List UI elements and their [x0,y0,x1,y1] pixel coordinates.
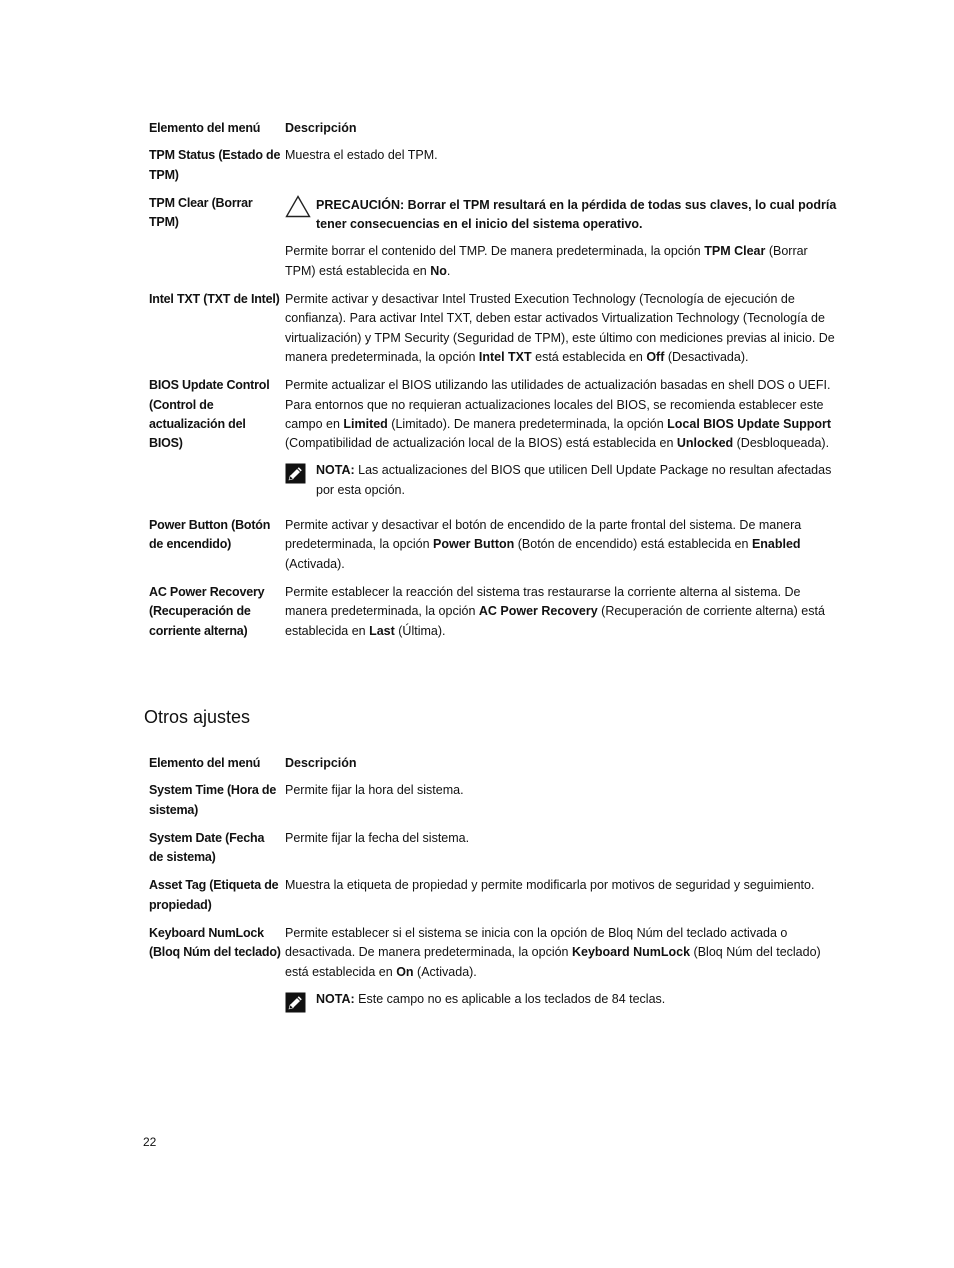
description-paragraph [285,376,839,453]
menu-item-description: Permite fijar la fecha del sistema. [285,830,470,845]
table-header-row [149,754,839,773]
note-pencil-icon [285,461,316,500]
option-name: Keyboard NumLock [571,945,691,960]
menu-item-label: BIOS Update Control (Control de actualización del BIOS) [149,378,270,451]
table-row [149,876,839,915]
menu-item-label: System Date (Fecha de sistema) [149,830,265,865]
option-name: Power Button [433,537,515,552]
table-row [149,376,839,500]
text-run: está establecida en [531,349,647,364]
note-pencil-icon [285,990,316,1019]
text-run: Permite activar y desactivar Intel Trusted Execution Technology (Tecnología de ejecución de confianza). Para activar Intel TXT, deben estar activados Virtualization Technology (Tecnología de virtualización) y TPM Security (Seguridad de TPM), este último con mediciones previas al inicio. De manera predeterminada, la opción [285,292,835,364]
column-header-item: Elemento del menú [149,756,261,770]
option-name: TPM Clear [704,244,766,259]
table-row [149,829,839,868]
menu-item-description [285,516,839,574]
section-title: Otros ajustes [144,707,251,727]
option-name: Local BIOS Update Support [667,416,832,431]
menu-item-description [285,924,839,1019]
note-label: NOTA: [316,991,355,1006]
option-value: No [430,263,447,278]
text-run: Permite activar y desactivar el botón de encendido de la parte frontal del sistema. De manera predeterminada, la opción [285,518,802,552]
warning-triangle-icon [285,195,316,235]
settings-table-security [149,119,839,650]
note-text [316,990,839,1019]
menu-item-label: TPM Status (Estado de TPM) [149,148,281,182]
column-header-description: Descripción [285,121,357,135]
table-header-row [149,119,839,138]
option-value: On [396,964,414,979]
caution-text: PRECAUCIÓN: Borrar el TPM resultará en la pérdida de todas sus claves, lo cual podría tener consecuencias en el inicio del sistema operativo. [316,197,837,232]
page-number: 22 [143,1135,157,1149]
note-block [285,990,839,1019]
text-run: (Recuperación de corriente alterna) está establecida en [285,604,825,638]
text-run: Permite borrar el contenido del TMP. De manera predeterminada, la opción [285,244,705,259]
text-run: Permite establecer la reacción del sistema tras restaurarse la corriente alterna al sistema. De manera predeterminada, la opción [285,584,801,619]
menu-item-description: Muestra el estado del TPM. [285,148,438,163]
menu-item-description [285,376,839,500]
text-run: Permite establecer si el sistema se inicia con la opción de Bloq Núm del teclado activada o desactivada. De manera predeterminada, la opción [285,926,788,960]
description-paragraph [285,924,839,982]
table-row [149,583,839,641]
text-run: (Activada). [413,964,477,979]
menu-item-label: AC Power Recovery (Recuperación de corriente alterna) [149,584,265,638]
note-block [285,461,839,500]
table-row [149,781,839,820]
menu-item-description: Muestra la etiqueta de propiedad y permite modificarla por motivos de seguridad y seguimiento. [285,878,815,893]
menu-item-label: TPM Clear (Borrar TPM) [149,195,253,230]
text-run: (Bloq Núm del teclado) está establecida en [285,945,821,979]
text-run: (Desbloqueada). [733,436,830,451]
menu-item-description [285,290,839,367]
text-run: Este campo no es aplicable a los teclados de 84 teclas. [354,991,666,1006]
text-run: (Botón de encendido) está establecida en [514,537,752,552]
note-label: NOTA: [316,463,355,478]
text-run: Permite actualizar el BIOS utilizando las utilidades de actualización basadas en shell DOS o UEFI. Para entornos que no requieran actualizaciones locales del BIOS, se recomienda establecer este campo en [285,378,831,431]
text-run: (Compatibilidad de actualización local de la BIOS) está establecida en [285,436,677,451]
note-text [316,461,839,500]
description-paragraph [285,242,839,281]
table-row [149,924,839,1019]
table-row [149,516,839,574]
table-row [149,146,839,185]
menu-item-label: Intel TXT (TXT de Intel) [149,292,280,307]
text-run: (Activada). [285,556,345,571]
table-row [149,290,839,367]
text-run: (Desactivada). [664,349,749,364]
caution-block [285,195,839,235]
option-value: Limited [343,416,388,431]
option-name: Intel TXT [478,349,532,364]
text-run: (Borrar TPM) está establecida en [285,244,808,278]
option-name: AC Power Recovery [478,604,598,619]
menu-item-description [285,194,839,281]
menu-item-label: System Time (Hora de sistema) [149,783,277,817]
menu-item-description [285,583,839,641]
text-run: (Última). [394,623,446,638]
option-value: Unlocked [676,436,734,451]
menu-item-label: Power Button (Botón de encendido) [149,518,271,552]
option-value: Off [646,349,665,364]
option-value: Enabled [751,537,801,552]
text-run: (Limitado). De manera predeterminada, la opción [387,416,668,431]
text-run: Las actualizaciones del BIOS que utilicen Dell Update Package no resultan afectadas por esta opción. [316,463,832,497]
menu-item-description: Permite fijar la hora del sistema. [285,783,464,798]
column-header-item: Elemento del menú [149,121,261,135]
text-run: . [446,263,451,278]
column-header-description: Descripción [285,756,357,770]
settings-table-other [149,754,839,1028]
menu-item-label: Keyboard NumLock (Bloq Núm del teclado) [149,926,281,960]
menu-item-label: Asset Tag (Etiqueta de propiedad) [149,878,279,912]
option-value: Last [369,623,395,638]
table-row [149,194,839,281]
